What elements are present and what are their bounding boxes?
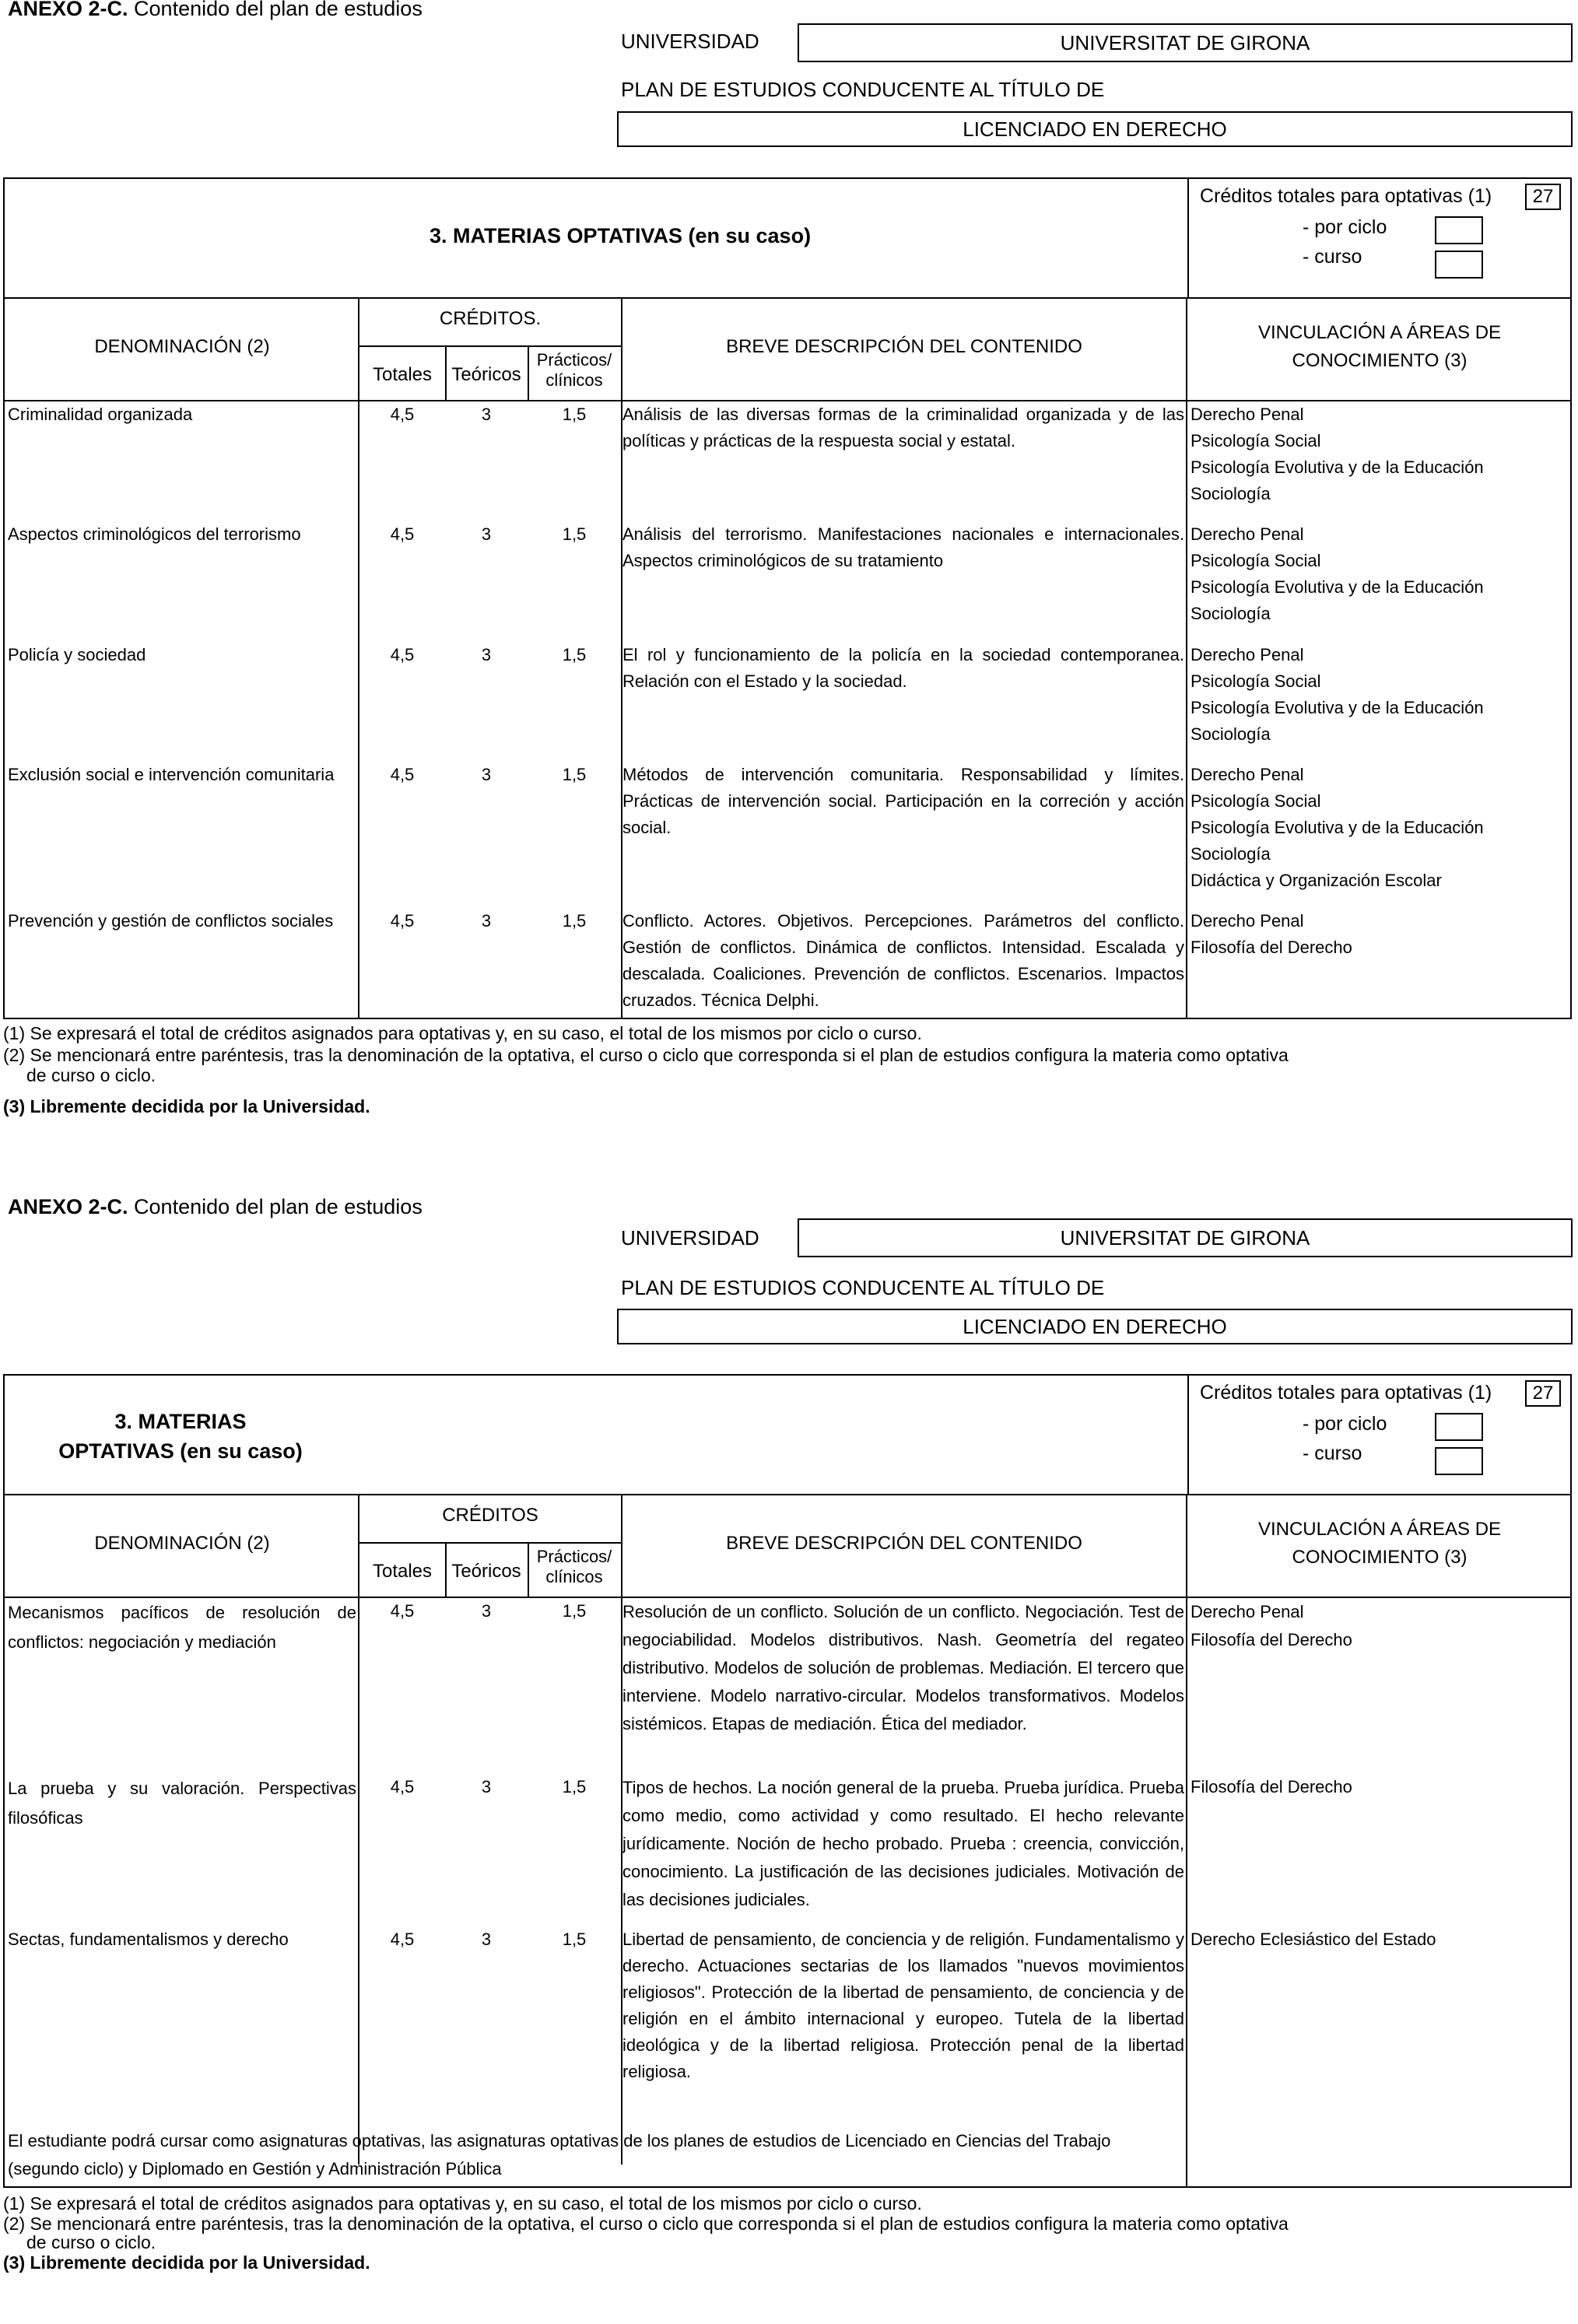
- row-totales: 4,5: [390, 524, 415, 544]
- col-creditos: CRÉDITOS: [442, 1505, 538, 1526]
- row-totales: 4,5: [390, 1601, 415, 1621]
- por-ciclo-label: - por ciclo: [1303, 1413, 1387, 1435]
- col-teoricos: Teóricos: [451, 364, 521, 385]
- row-areas: Derecho Penal Psicología Social Psicología Evolutiva y de la Educación Sociología Didáctica y Organización Escolar: [1191, 765, 1484, 890]
- row-desc: El rol y funcionamiento de la policía en la sociedad contemporanea. Relación con el Estado y la sociedad.: [622, 645, 1184, 691]
- universidad-value: UNIVERSITAT DE GIRONA: [798, 23, 1573, 62]
- row-name: Aspectos criminológicos del terrorismo: [8, 524, 301, 544]
- footnote-3: (3) Libremente decidida por la Universidad.: [3, 1096, 370, 1116]
- footnote-2-cont: de curso o ciclo.: [26, 1065, 156, 1085]
- col-vinculacion: VINCULACIÓN A ÁREAS DE CONOCIMIENTO (3): [1257, 322, 1502, 371]
- table-row: [5, 521, 1570, 641]
- plan-value: LICENCIADO EN DERECHO: [617, 111, 1573, 147]
- row-teoricos: 3: [481, 1777, 492, 1796]
- por-ciclo-box: [1435, 216, 1483, 244]
- curso-box: [1435, 251, 1483, 279]
- col-totales: Totales: [372, 1561, 433, 1582]
- row-name: Mecanismos pacíficos de resolución de conflictos: negociación y mediación: [8, 1603, 356, 1652]
- table-row: [5, 1774, 1570, 1926]
- row-practicos: 1,5: [562, 911, 587, 931]
- col-denominacion: DENOMINACIÓN (2): [94, 336, 270, 357]
- row-areas: Derecho Penal Psicología Social Psicología Evolutiva y de la Educación Sociología: [1191, 645, 1484, 744]
- row-desc: Libertad de pensamiento, de conciencia y de religión. Fundamentalismo y derecho. Actuaciones sectarias de los llamados "nuevos movimientos religiosos". Protección de la libertad de pensamiento, de conciencia y de religión en el ámbito internacional y europeo. Tutela de la libertad ideológica y de la libertad religiosa. Protección penal de la libertad religiosa.: [622, 1930, 1184, 2081]
- row-teoricos: 3: [481, 1601, 492, 1621]
- row-desc: Tipos de hechos. La noción general de la prueba. Prueba jurídica. Prueba como medio, como actividad y como resultado. El hecho relevante jurídicamente. Noción de hecho probado. Prueba : creencia, convicción, conocimiento. La justificación de las decisiones judiciales. Motivación de las decisiones judiciales.: [622, 1778, 1184, 1909]
- row-desc: Conflicto. Actores. Objetivos. Percepciones. Parámetros del conflicto. Gestión de conflictos. Dinámica de conflictos. Intensidad. Escalada y descalada. Coaliciones. Prevención de conflictos. Escenarios. Impactos cruzados. Técnica Delphi.: [622, 911, 1184, 1010]
- col-practicos: Prácticos/ clínicos: [536, 350, 612, 390]
- extra-note: El estudiante podrá cursar como asignaturas optativas, las asignaturas optativas de los planes de estudios de Licenciado en Ciencias del Trabajo (segundo ciclo) y Diplomado en Gestión y Administración Pública: [8, 2131, 1111, 2179]
- table-row: [5, 1926, 1570, 2105]
- row-teoricos: 3: [481, 1930, 492, 1949]
- table-row: [5, 762, 1570, 908]
- row-totales: 4,5: [390, 911, 415, 931]
- row-totales: 4,5: [390, 405, 415, 424]
- curso-box: [1435, 1447, 1483, 1475]
- materias-table: [3, 1374, 1572, 2188]
- column-header: [5, 1495, 1570, 1598]
- por-ciclo-box: [1435, 1413, 1483, 1441]
- row-name: Policía y sociedad: [8, 645, 146, 664]
- row-areas: Filosofía del Derecho: [1191, 1777, 1352, 1796]
- row-desc: Análisis de las diversas formas de la criminalidad organizada y de las políticas y prácticas de la respuesta social y estatal.: [622, 405, 1184, 450]
- section-title: 3. MATERIAS OPTATIVAS (en su caso): [58, 1410, 303, 1463]
- universidad-label: UNIVERSIDAD: [621, 1226, 759, 1250]
- section-title: 3. MATERIAS OPTATIVAS (en su caso): [430, 224, 812, 247]
- creditos-totales-value: 27: [1525, 184, 1561, 210]
- row-areas: Derecho Penal Filosofía del Derecho: [1191, 1602, 1352, 1649]
- row-teoricos: 3: [481, 645, 492, 664]
- row-totales: 4,5: [390, 1930, 415, 1949]
- row-teoricos: 3: [481, 524, 492, 544]
- row-name: La prueba y su valoración. Perspectivas filosóficas: [8, 1779, 356, 1828]
- col-denominacion: DENOMINACIÓN (2): [94, 1533, 270, 1554]
- row-name: Criminalidad organizada: [8, 405, 193, 424]
- table-row: [5, 1598, 1570, 1774]
- creditos-totales-value: 27: [1525, 1380, 1561, 1407]
- plan-label: PLAN DE ESTUDIOS CONDUCENTE AL TÍTULO DE: [621, 78, 1105, 101]
- anexo-title: ANEXO 2-C. Contenido del plan de estudios: [8, 1195, 423, 1218]
- footnote-3: (3) Libremente decidida por la Universidad.: [3, 2252, 370, 2273]
- materias-table: [3, 177, 1572, 1019]
- row-totales: 4,5: [390, 765, 415, 784]
- row-areas: Derecho Penal Psicología Social Psicología Evolutiva y de la Educación Sociología: [1191, 405, 1484, 503]
- curso-label: - curso: [1303, 246, 1362, 268]
- creditos-totales-label: Créditos totales para optativas (1): [1200, 1382, 1492, 1404]
- plan-value: LICENCIADO EN DERECHO: [617, 1309, 1573, 1344]
- row-name: Sectas, fundamentalismos y derecho: [8, 1930, 289, 1949]
- row-totales: 4,5: [390, 1777, 415, 1796]
- col-teoricos: Teóricos: [451, 1561, 521, 1582]
- row-practicos: 1,5: [562, 405, 587, 424]
- footnote-2: (2) Se mencionará entre paréntesis, tras la denominación de la optativa, el curso o ciclo que corresponda si el plan de estudios configura la materia como optativa: [3, 1045, 1289, 1065]
- row-desc: Resolución de un conflicto. Solución de un conflicto. Negociación. Test de negociabilidad. Modelos distributivos. Nash. Geometría del regateo distributivo. Modelos de solución de problemas. Mediación. El tercero que interviene. Modelo narrativo-circular. Modelos transformativos. Modelos sistémicos. Etapas de mediación. Ética del mediador.: [622, 1602, 1184, 1733]
- footnote-2-cont: de curso o ciclo.: [26, 2232, 156, 2252]
- col-practicos: Prácticos/ clínicos: [536, 1547, 612, 1586]
- section-header: [5, 179, 1570, 299]
- footnote-1: (1) Se expresará el total de créditos asignados para optativas y, en su caso, el total de los mismos por ciclo o curso.: [3, 2193, 922, 2214]
- row-desc: Métodos de intervención comunitaria. Responsabilidad y límites. Prácticas de intervención social. Participación en la correción y acción social.: [622, 765, 1184, 837]
- row-practicos: 1,5: [562, 645, 587, 664]
- universidad-label: UNIVERSIDAD: [621, 30, 759, 53]
- table-row: [5, 642, 1570, 762]
- row-teoricos: 3: [481, 765, 492, 784]
- row-practicos: 1,5: [562, 1777, 587, 1796]
- col-descripcion: BREVE DESCRIPCIÓN DEL CONTENIDO: [726, 336, 1082, 357]
- col-descripcion: BREVE DESCRIPCIÓN DEL CONTENIDO: [726, 1533, 1082, 1554]
- col-vinculacion: VINCULACIÓN A ÁREAS DE CONOCIMIENTO (3): [1257, 1519, 1502, 1568]
- section-header: [5, 1376, 1570, 1495]
- universidad-value: UNIVERSITAT DE GIRONA: [798, 1218, 1573, 1257]
- column-header: [5, 299, 1570, 401]
- table-row: [5, 401, 1570, 520]
- table-row: [5, 908, 1570, 1017]
- row-practicos: 1,5: [562, 1930, 587, 1949]
- row-teoricos: 3: [481, 911, 492, 931]
- row-areas: Derecho Eclesiástico del Estado: [1191, 1930, 1436, 1949]
- col-totales: Totales: [372, 364, 433, 385]
- footnote-1: (1) Se expresará el total de créditos asignados para optativas y, en su caso, el total de los mismos por ciclo o curso.: [3, 1023, 922, 1043]
- plan-label: PLAN DE ESTUDIOS CONDUCENTE AL TÍTULO DE: [621, 1276, 1105, 1299]
- row-teoricos: 3: [481, 405, 492, 424]
- row-areas: Derecho Penal Psicología Social Psicología Evolutiva y de la Educación Sociología: [1191, 524, 1484, 623]
- por-ciclo-label: - por ciclo: [1303, 216, 1387, 238]
- row-practicos: 1,5: [562, 765, 587, 784]
- row-practicos: 1,5: [562, 1601, 587, 1621]
- row-totales: 4,5: [390, 645, 415, 664]
- anexo-title: ANEXO 2-C. Contenido del plan de estudios: [8, 0, 423, 20]
- footnote-2: (2) Se mencionará entre paréntesis, tras la denominación de la optativa, el curso o ciclo que corresponda si el plan de estudios configura la materia como optativa: [3, 2214, 1289, 2234]
- creditos-totales-label: Créditos totales para optativas (1): [1200, 185, 1492, 207]
- row-name: Prevención y gestión de conflictos sociales: [8, 911, 334, 931]
- row-name: Exclusión social e intervención comunitaria: [8, 765, 335, 784]
- row-practicos: 1,5: [562, 524, 587, 544]
- row-desc: Análisis del terrorismo. Manifestaciones nacionales e internacionales. Aspectos criminológicos de su tratamiento: [622, 524, 1184, 570]
- curso-label: - curso: [1303, 1442, 1362, 1464]
- row-areas: Derecho Penal Filosofía del Derecho: [1191, 911, 1352, 957]
- col-creditos: CRÉDITOS.: [439, 308, 542, 329]
